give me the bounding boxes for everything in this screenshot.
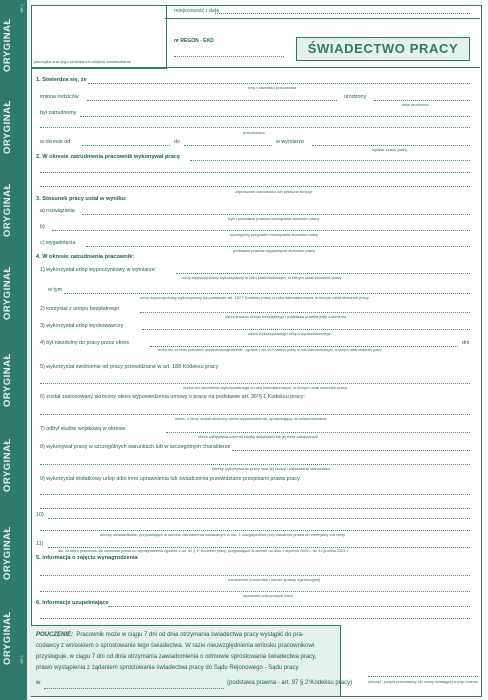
s4-heading: 4. W okresie zatrudnienia pracownik: [36, 254, 135, 260]
s4-7-label: 7) odbył służbę wojskową w okresie [40, 426, 126, 432]
sidebar-word: ORYGINAŁ [2, 100, 13, 154]
s3-a-field[interactable] [82, 214, 470, 215]
s5-field-1[interactable] [40, 575, 470, 576]
s4-10-field-1[interactable] [48, 518, 470, 519]
s4-7-field[interactable] [166, 432, 470, 433]
s4-2-label: 2) korzystał z urlopu bezpłatnego [40, 306, 120, 312]
s4-6-label: 6) został zastosowany skrócony okres wypowiedzenia umowy o pracę na podstawie art. 36¹§ 1 Kodeksu pracy: [40, 394, 305, 400]
s3-c-field[interactable] [86, 246, 470, 247]
document-title: ŚWIADECTWO PRACY [307, 41, 459, 56]
s4-5-label: 5) wykorzystał zwolnienie od pracy przewidziane w art. 188 Kodeksu pracy [40, 364, 219, 370]
notice-line-1 [36, 632, 304, 638]
s4-11-label: 11) [36, 541, 44, 547]
sidebar-word: ORYGINAŁ [2, 526, 13, 580]
s4-2-field[interactable] [140, 312, 470, 313]
employed-label: był zatrudniony [40, 110, 77, 116]
employer-field-1[interactable] [80, 116, 470, 117]
signature-caption: pieczęć i podpis pracodawcy lub osoby działającej w jego imieniu [368, 680, 478, 684]
days-label: dni [462, 340, 470, 346]
notice-text-1: Pracownik może w ciągu 7 dni od dnia otrzymania świadectwa pracy wystąpić do pra- [76, 632, 304, 638]
cap-position: zajmowane stanowisko lub pełnione funkcje [235, 189, 313, 194]
s3-b-label: b) [40, 224, 45, 230]
sidebar-word: ORYGINAŁ [2, 438, 13, 492]
s4-6-field[interactable] [40, 414, 470, 415]
birth-date-field[interactable] [374, 100, 470, 101]
notice-line-4: prawo wystąpienia z żądaniem sprostowania świadectwa pracy do Sądu Rejonowego - Sądu pracy [36, 665, 299, 671]
sidebar-word: ORYGINAŁ [2, 18, 13, 72]
cap-birth: data urodzenia [402, 102, 429, 107]
s6-field-1[interactable] [108, 606, 470, 607]
s4-10-label: 10) [36, 512, 44, 518]
sidebar-word: ORYGINAŁ [2, 353, 13, 407]
employee-name-field[interactable] [88, 83, 470, 84]
parents-label: imiona rodziców [40, 94, 79, 100]
s4-4-label: 4) był niezdolny do pracy przez okres [40, 340, 129, 346]
s4-8-label: 8) wykonywał pracę w szczególnych warunkach lub w szczególnym charakterze [40, 444, 231, 450]
notice-w-label: w [36, 680, 41, 686]
s5-heading: 5. Informacja o zajęciu wynagrodzenia [36, 555, 138, 561]
sidebar-word: ORYGINAŁ [2, 183, 13, 237]
place-date-label: miejscowość i data [174, 8, 220, 14]
form-code: MP-1 [20, 655, 24, 664]
born-label: urodzony [344, 94, 367, 100]
stamp-caption: pieczątka oraz jego siedziba lub miejsce zamieszkania [34, 59, 131, 64]
cap-s4-7: okres odbywania czynnej służby wojskowej lub jej form zastępczych [198, 434, 319, 439]
position-field-3[interactable] [40, 186, 470, 187]
cap-s3-b: szczególny przypadki rozwiązania stosunku pracy [230, 232, 319, 237]
cap-s4-1b: urlop wypoczynkowy wykorzystany na podstawie art. 167 ² Kodeksu pracy w roku kalendarzowym, w którym ustał stosunek pracy [140, 295, 369, 300]
s3-c-label: c) wygaśnięcia [40, 240, 76, 246]
s4-9-field-1[interactable] [40, 494, 470, 495]
cap-worktime: wymiar czasu pracy [372, 147, 408, 152]
cap-s3-a: tryb i podstawa prawna rozwiązania stosunku pracy [228, 216, 320, 221]
s3-b-field[interactable] [52, 230, 470, 231]
s6-field-2[interactable] [40, 618, 470, 619]
cap-s4-4: liczba dni, za które pracownik otrzymał wynagrodzenie - zgodnie z art. 92 Kodeksu pracy, w roku kalendarzowym, w którym ustał stosunek pracy [158, 348, 382, 352]
cap-s4-8: okresy wykonywania pracy oraz jej rodzaj i zajmowane stanowisko [212, 466, 330, 471]
s4-11-field[interactable] [48, 547, 470, 548]
s4-10-field-2[interactable] [40, 530, 470, 531]
s6-heading: 6. Informacje uzupełniające [36, 600, 109, 606]
s4-1b-field[interactable] [64, 293, 470, 294]
notice-box [31, 625, 353, 696]
period-from-field[interactable] [82, 145, 170, 146]
cap-s5-b: wysokość potrąconych kwot [243, 593, 293, 598]
s4-9-field-2[interactable] [40, 508, 470, 509]
cap-s4-1: urlop wypoczynkowy wykorzystany w roku kalendarzowym, w którym ustał stosunek pracy [182, 275, 342, 280]
section-divider [31, 67, 480, 68]
s4-5-field[interactable] [40, 383, 470, 384]
in-scale-label: w wymiarze [276, 139, 305, 145]
cap-s5-a: oznaczenie komornika i numer sprawy egzekucyjnej [228, 577, 321, 582]
s2-heading: 2. W okresie zatrudnienia pracownik wykonywał pracę [36, 154, 180, 160]
s4-8-field-2[interactable] [40, 464, 470, 465]
s3-heading: 3. Stosunek pracy ustał w wyniku: [36, 196, 127, 202]
header-divider [165, 18, 480, 19]
s4-3-field[interactable] [142, 329, 470, 330]
s4-4-field[interactable] [150, 346, 458, 347]
s4-9-label: 9) wykorzystał dodatkowy urlop albo inne uprawnienia lub świadczenia przewidziane przepisami prawa pracy [40, 476, 300, 482]
sidebar-word: ORYGINAŁ [2, 611, 13, 665]
title-box [296, 37, 470, 61]
form-code: MP-1 [20, 4, 24, 13]
s3-a-label: a) rozwiązania [40, 208, 75, 214]
notice-line-3: przysługuje, w ciągu 7 dni od dnia otrzymania zawiadomienia o odmowie sprostowania świadectwa pracy, [36, 654, 317, 660]
s1-heading: 1. Stwierdza się, że [36, 77, 87, 83]
cap-s4-5: liczba dni zwolnienia wykorzystanego w roku kalendarzowym, w którym ustał stosunek pracy [183, 385, 347, 390]
notice-basis: (podstawa prawna - art. 97 § 2¹Kodeksu pracy) [227, 680, 353, 686]
period-to-field[interactable] [184, 145, 272, 146]
in-that-label: w tym [48, 287, 63, 293]
signature-field[interactable] [368, 676, 478, 677]
cap-s4-3: okres wykorzystanego urlopu wychowawczego [248, 331, 331, 336]
cap-s4-10: okresy nieskładkowe, przypadające w okresie zatrudnienia wskazanym w ust. 1 uwzględnione przy ustaleniu prawa do emerytury lub renty [100, 532, 346, 537]
cap-name: imię i nazwisko pracownika [248, 85, 297, 90]
notice-label: POUCZENIE: [36, 632, 74, 638]
s4-8-field-1[interactable] [232, 450, 470, 451]
period-from-label: w okresie od [40, 139, 71, 145]
s4-3-label: 3) wykorzystał urlop wychowawczy [40, 323, 124, 329]
position-field-2[interactable] [40, 172, 470, 173]
notice-line-2: codawcy z wnioskiem o sprostowanie tego świadectwa. W razie nieuwzględnienia wniosku pracownikowi [36, 643, 315, 649]
cap-s3-c: podstawa prawna wygaśnięcia stosunku pracy [233, 248, 316, 253]
s4-1-field[interactable] [176, 273, 470, 274]
cap-employer: pracodawca [243, 130, 265, 135]
employer-field-2[interactable] [40, 127, 470, 128]
place-date-field[interactable] [215, 13, 470, 14]
cap-s4-11: dni, za które pracownik nie zachował prawa do wynagrodzenia zgodnie z art. 92 § 1¹ Kodeksu pracy, przypadające w okresie od dnia 1 stycznia 2003 r. do 31 grudnia 2003 r. [58, 549, 349, 553]
regon-label: nr REGON - EKD [174, 38, 214, 44]
cap-s4-6: okres, o który został skrócony okres wypowiedzenia, uprawniający do odszkodowania [175, 416, 327, 421]
period-to-label: do [174, 139, 180, 145]
position-field-1[interactable] [190, 160, 470, 161]
sidebar-band [0, 0, 27, 700]
s5-field-2[interactable] [40, 591, 470, 592]
cap-s4-2: okres trwania urlopu bezpłatnego i podstawa prawna jego udzielenia [225, 314, 347, 319]
sidebar-word: ORYGINAŁ [2, 266, 13, 320]
regon-field[interactable] [174, 56, 284, 57]
court-field[interactable] [44, 688, 224, 689]
parents-field[interactable] [87, 100, 337, 101]
work-time-field[interactable] [312, 145, 470, 146]
s4-1-label: 1) wykorzystał urlop wypoczynkowy w wymiarze: [40, 267, 157, 273]
